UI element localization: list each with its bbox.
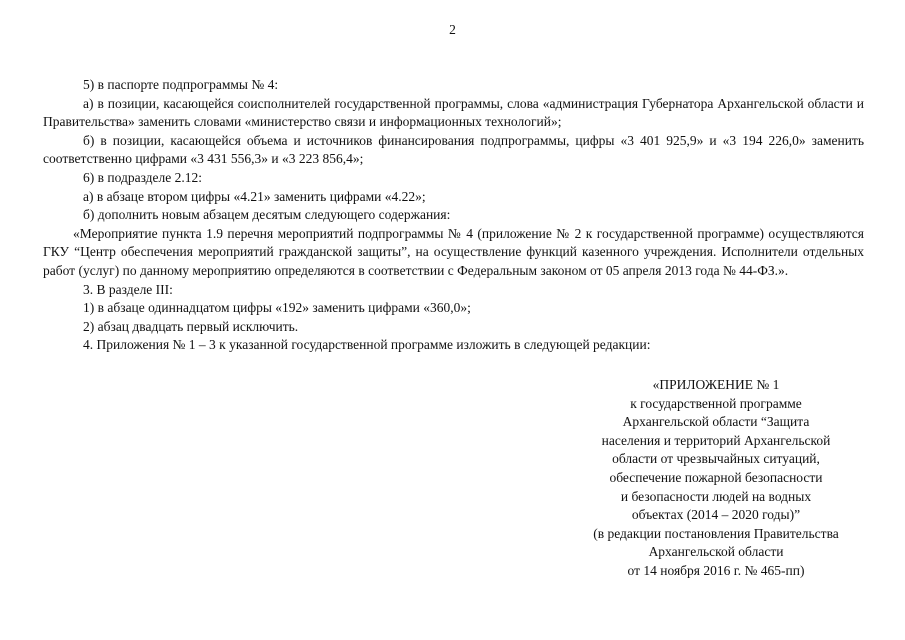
paragraph-item-3-1: 1) в абзаце одиннадцатом цифры «192» заменить цифрами «360,0»; xyxy=(83,300,471,316)
paragraph-item-6a: а) в абзаце втором цифры «4.21» заменить цифрами «4.22»; xyxy=(83,188,426,204)
appendix-title: «ПРИЛОЖЕНИЕ № 1 xyxy=(652,377,780,392)
page-number: 2 xyxy=(449,22,456,37)
paragraph-item-6: 6) в подразделе 2.12: xyxy=(83,169,202,185)
paragraph-item-3-2: 2) абзац двадцать первый исключить. xyxy=(83,318,299,334)
paragraph-item-5: 5) в паспорте подпрограммы № 4: xyxy=(83,77,279,92)
appendix-line: области от чрезвычайных ситуаций, xyxy=(612,451,820,467)
appendix-line: обеспечение пожарной безопасности xyxy=(609,469,823,485)
appendix-line: Архангельской области xyxy=(648,544,784,560)
paragraph-item-5a: а) в позиции, касающейся соисполнителей государственной программы, слова «администрация Губернатора Архангельской области и Правительства» заменить словами «министерство связи и информационных технологий»; xyxy=(43,95,864,130)
appendix-line: (в редакции постановления Правительства xyxy=(593,525,839,541)
paragraph-section-3: 3. В разделе III: xyxy=(83,281,173,297)
document-body xyxy=(43,76,864,355)
appendix-line: объектах (2014 – 2020 годы)” xyxy=(631,507,801,523)
appendix-line: от 14 ноября 2016 г. № 465-пп) xyxy=(627,562,805,578)
paragraph-quote: «Мероприятие пункта 1.9 перечня мероприятий подпрограммы № 4 (приложение № 2 к государственной программе) осуществляются ГКУ “Центр обеспечения мероприятий гражданской защиты”, на осуществление функций казенного учреждения. Исполнители отдельных работ (услуг) по данному мероприятию определяются в соответствии с Федеральным законом от 05 апреля 2013 года № 44-ФЗ.». xyxy=(43,225,864,278)
paragraph-item-5b: б) в позиции, касающейся объема и источников финансирования подпрограммы, цифры «3 401 925,9» и «3 194 226,0» заменить соответственно цифрами «3 431 556,3» и «3 223 856,4»; xyxy=(43,132,864,167)
appendix-line: Архангельской области “Защита xyxy=(622,414,810,430)
appendix-line: к государственной программе xyxy=(630,395,802,411)
appendix-header-block xyxy=(578,376,854,581)
paragraph-section-4: 4. Приложения № 1 – 3 к указанной государственной программе изложить в следующей редакции: xyxy=(83,337,651,353)
appendix-line: населения и территорий Архангельской xyxy=(601,432,831,448)
appendix-line: и безопасности людей на водных xyxy=(620,488,812,504)
paragraph-item-6b: б) дополнить новым абзацем десятым следующего содержания: xyxy=(83,207,451,223)
